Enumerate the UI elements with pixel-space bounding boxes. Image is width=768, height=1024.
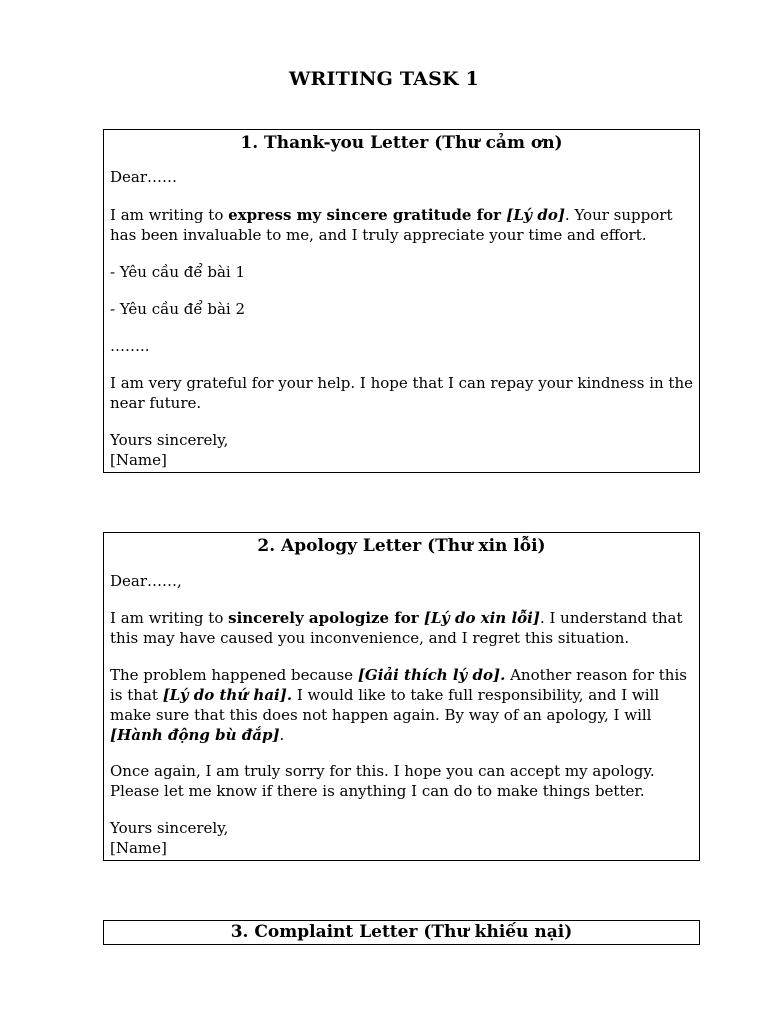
apology-letter-box	[103, 532, 700, 861]
ap2-text-a: The problem happened because	[110, 666, 358, 684]
thank-you-paragraph-2: I am very grateful for your help. I hope that I can repay your kindness in the near future.	[110, 374, 693, 412]
p1-placeholder: [Lý do]	[506, 206, 565, 224]
ap2-placeholder-second-reason: [Lý do thứ hai].	[162, 686, 293, 704]
thank-you-heading: 1. Thank-you Letter (Thư cảm ơn)	[240, 133, 563, 153]
ap2-placeholder-action: [Hành động bù đắp]	[110, 726, 280, 744]
thank-you-closing: Yours sincerely,	[110, 431, 229, 449]
apology-heading: 2. Apology Letter (Thư xin lỗi)	[257, 536, 546, 556]
ap1-bold-phrase: sincerely apologize for	[228, 609, 424, 627]
ellipsis-line: ……..	[110, 337, 150, 355]
ap1-text-end: . I understand that this may have caused you inconvenience, and I regret this situation.	[110, 609, 683, 647]
apology-paragraph-2	[110, 665, 693, 745]
thank-you-dear: Dear……	[110, 168, 178, 186]
p1-text-end: . Your support has been invaluable to me, and I truly appreciate your time and effort.	[110, 206, 673, 244]
thank-you-name: [Name]	[110, 451, 167, 469]
apology-paragraph-1	[110, 608, 693, 648]
apology-name: [Name]	[110, 839, 167, 857]
page-title: WRITING TASK 1	[289, 68, 479, 90]
thank-you-letter-box	[103, 129, 700, 473]
apology-closing: Yours sincerely,	[110, 819, 229, 837]
ap2-text-d: .	[279, 726, 285, 744]
p1-text-start: I am writing to	[110, 206, 229, 224]
ap2-placeholder-reason: [Giải thích lý do].	[357, 666, 506, 684]
thank-you-paragraph-1	[110, 205, 693, 245]
apology-paragraph-3: Once again, I am truly sorry for this. I hope you can accept my apology. Please let me know if there is anything I can do to make things better.	[110, 762, 655, 800]
complaint-letter-box	[103, 920, 700, 945]
complaint-heading: 3. Complaint Letter (Thư khiếu nại)	[230, 922, 573, 942]
apology-dear: Dear……,	[110, 572, 182, 590]
requirement-2: - Yêu cầu để bài 2	[110, 300, 246, 318]
ap1-text-start: I am writing to	[110, 609, 229, 627]
requirement-1: - Yêu cầu để bài 1	[110, 263, 246, 281]
ap2-text-c: I would like to take full responsibility, and I will make sure that this does not happen again. By way of an apology, I will	[110, 686, 660, 724]
ap2-text-b: Another reason for this is that	[110, 666, 687, 704]
ap1-placeholder: [Lý do xin lỗi]	[423, 609, 540, 627]
p1-bold-phrase: express my sincere gratitude for	[228, 206, 507, 224]
